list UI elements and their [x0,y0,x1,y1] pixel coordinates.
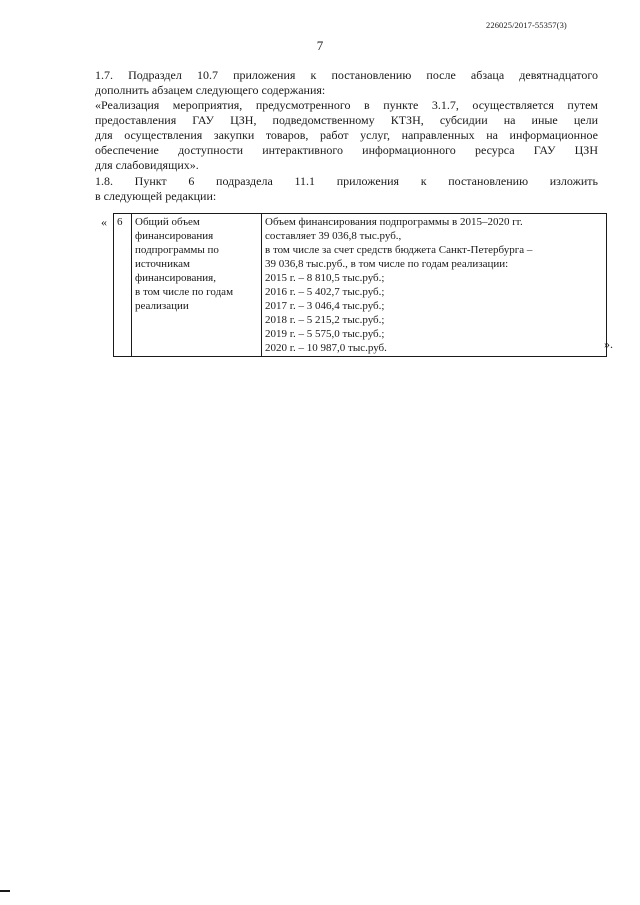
cell-line: источникам [135,258,190,270]
text-line: для слабовидящих». [95,158,199,172]
text-line: 1.8. Пункт 6 подраздела 11.1 приложения к постановлению изложить [95,174,598,188]
margin-mark [0,890,10,892]
text-line: «Реализация мероприятия, предусмотренного в пункте 3.1.7, осуществляется путем [95,98,598,112]
cell-line: составляет 39 036,8 тыс.руб., [265,230,402,242]
row-name-cell [132,214,262,357]
text-line: обеспечение доступности интерактивного информационного ресурса ГАУ ЦЗН [95,143,598,157]
opening-quote: « [101,215,107,229]
row-value-cell [262,214,607,357]
cell-line: подпрограммы по [135,244,219,256]
cell-line: 2015 г. – 8 810,5 тыс.руб.; [265,272,385,284]
cell-line: 2017 г. – 3 046,4 тыс.руб.; [265,300,385,312]
cell-line: 2018 г. – 5 215,2 тыс.руб.; [265,314,385,326]
paragraph-1-7 [95,68,598,98]
cell-line: Общий объем [135,216,200,228]
cell-line: Объем финансирования подпрограммы в 2015–2020 гг. [265,216,523,228]
paragraph-quote [95,98,598,173]
text-line: в следующей редакции: [95,189,217,203]
cell-line: финансирования, [135,272,216,284]
paragraph-1-8 [95,174,598,204]
row-number-cell: 6 [114,214,132,357]
cell-line: 2016 г. – 5 402,7 тыс.руб.; [265,286,385,298]
cell-line: в том числе за счет средств бюджета Санкт-Петербурга – [265,244,533,256]
text-line: дополнить абзацем следующего содержания: [95,83,326,97]
text-line: 1.7. Подраздел 10.7 приложения к постановлению после абзаца девятнадцатого [95,68,598,82]
cell-line: 2020 г. – 10 987,0 тыс.руб. [265,342,387,354]
cell-line: реализации [135,300,189,312]
cell-line: 39 036,8 тыс.руб., в том числе по годам реализации: [265,258,509,270]
financing-table [113,213,607,357]
cell-line: в том числе по годам [135,286,234,298]
document-number: 226025/2017-55357(3) [486,20,567,30]
text-line: для осуществления закупки товаров, работ услуг, направленных на информационное [95,128,598,142]
cell-line: 2019 г. – 5 575,0 тыс.руб.; [265,328,385,340]
closing-quote: ». [604,337,613,351]
cell-line: финансирования [135,230,214,242]
table-row [114,214,607,357]
text-line: предоставления ГАУ ЦЗН, подведомственному КТЗН, субсидии на иные цели [95,113,598,127]
page-number: 7 [316,38,324,53]
